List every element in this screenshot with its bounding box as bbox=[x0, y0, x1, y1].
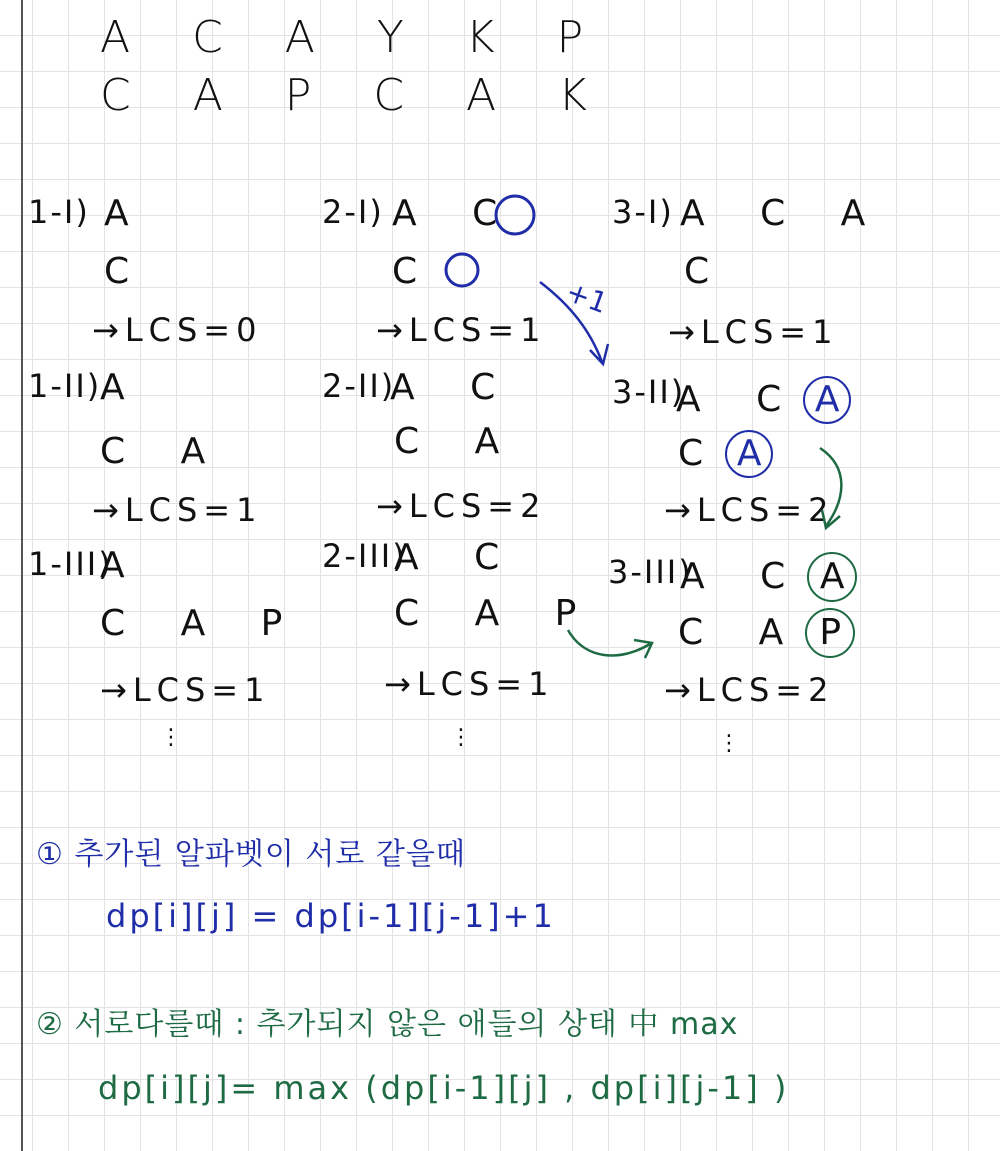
rule-1-text: ① 추가된 알파벳이 서로 같을때 bbox=[36, 837, 466, 872]
step-lcs-3-2: →LCS=2 bbox=[664, 491, 835, 529]
step-top-2-2: A C bbox=[390, 367, 518, 408]
match-circle-bottom-3-2: A bbox=[725, 430, 773, 478]
ellipsis-3: ⋮ bbox=[718, 731, 740, 756]
step-label-2-2: 2-II) bbox=[322, 367, 396, 405]
step-lcs-3-1: →LCS=1 bbox=[668, 313, 839, 351]
step-top-1-1: A bbox=[104, 193, 151, 234]
step-bottom-1-3: C A P bbox=[100, 603, 305, 644]
mismatch-circle-bottom-3-3: P bbox=[805, 608, 855, 658]
step-lcs-2-2: →LCS=2 bbox=[376, 487, 547, 525]
step-top-2-3: A C bbox=[394, 537, 522, 578]
empty-circle-bottom-2-1 bbox=[446, 254, 478, 286]
ellipsis-2: ⋮ bbox=[450, 725, 472, 750]
step-top-3-2-text: A C bbox=[676, 379, 804, 420]
step-label-3-3: 3-III) bbox=[608, 553, 693, 591]
string-1: A C A Y K P bbox=[100, 12, 608, 63]
step-bottom-2-1: C bbox=[392, 251, 440, 292]
plus-one-note: +1 bbox=[561, 274, 612, 321]
string-2: C A P C A K bbox=[100, 70, 611, 121]
step-bottom-3-3-text: C A bbox=[678, 612, 806, 653]
match-circle-top-3-3: A bbox=[807, 552, 857, 602]
empty-circle-top-2-1 bbox=[496, 196, 534, 234]
step-lcs-3-3: →LCS=2 bbox=[664, 671, 835, 709]
step-top-1-3: A bbox=[100, 545, 147, 586]
carry-arrow-green-left bbox=[568, 630, 650, 656]
step-bottom-2-2: C A bbox=[394, 421, 522, 462]
step-label-3-1: 3-I) bbox=[612, 193, 674, 231]
step-bottom-3-1: C bbox=[684, 251, 732, 292]
step-lcs-2-3: →LCS=1 bbox=[384, 665, 555, 703]
step-top-1-2: A bbox=[100, 367, 147, 408]
rule-2-formula: dp[i][j]= max (dp[i-1][j] , dp[i][j-1] ) bbox=[98, 1069, 790, 1107]
step-top-3-1: A C A bbox=[680, 193, 888, 234]
match-circle-top-3-2: A bbox=[803, 376, 851, 424]
step-bottom-2-3: C A P bbox=[394, 593, 599, 634]
step-label-1-1: 1-I) bbox=[28, 193, 90, 231]
step-label-1-2: 1-II) bbox=[28, 367, 102, 405]
step-label-2-1: 2-I) bbox=[322, 193, 384, 231]
step-label-1-3: 1-III) bbox=[28, 545, 113, 583]
step-bottom-1-2: C A bbox=[100, 431, 228, 472]
step-top-2-1: A C bbox=[392, 193, 520, 234]
step-bottom-1-1: C bbox=[104, 251, 152, 292]
step-lcs-2-1: →LCS=1 bbox=[376, 311, 547, 349]
step-label-3-2: 3-II) bbox=[612, 373, 686, 411]
step-label-2-3: 2-III) bbox=[322, 537, 407, 575]
step-lcs-1-1: →LCS=0 bbox=[92, 311, 263, 349]
rule-1-formula: dp[i][j] = dp[i-1][j-1]+1 bbox=[106, 897, 556, 935]
step-bottom-3-2-text: C bbox=[678, 433, 726, 474]
ellipsis-1: ⋮ bbox=[160, 725, 182, 750]
step-lcs-1-2: →LCS=1 bbox=[92, 491, 263, 529]
rule-2-text: ② 서로다를때 : 추가되지 않은 애들의 상태 中 max bbox=[36, 1007, 739, 1042]
step-top-3-3-text: A C bbox=[680, 556, 808, 597]
step-lcs-1-3: →LCS=1 bbox=[100, 671, 271, 709]
